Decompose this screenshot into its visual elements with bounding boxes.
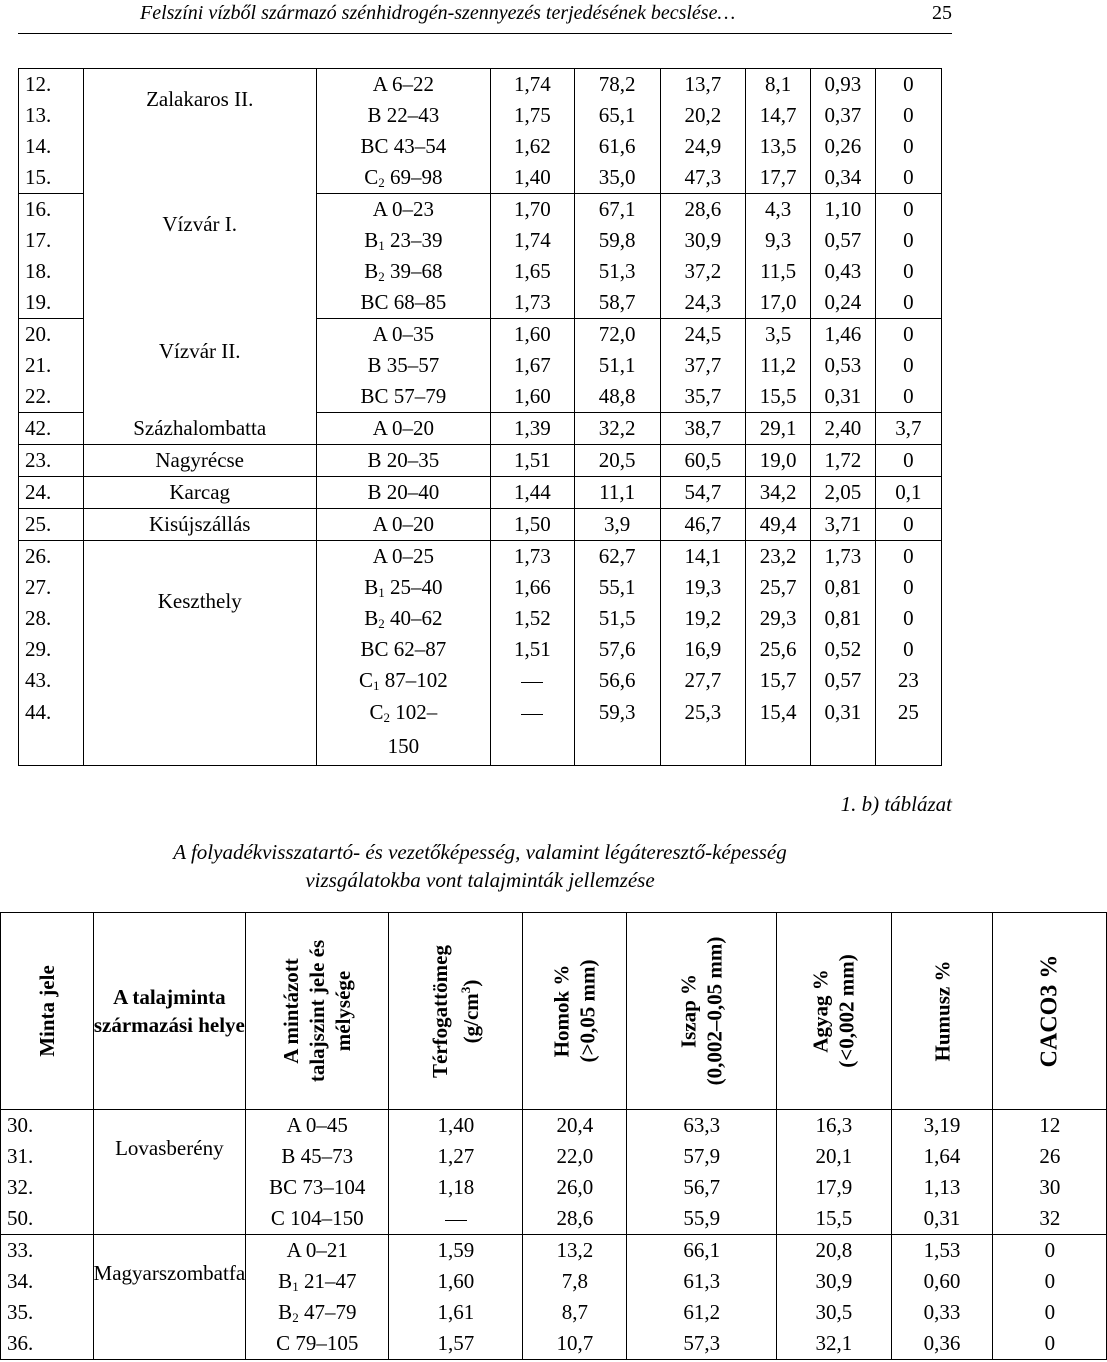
sample-number-cell: 29. bbox=[19, 634, 84, 665]
table-row bbox=[1, 1235, 1107, 1267]
layer-depth-cell: A 0–25 bbox=[316, 541, 490, 573]
sample-number-cell: 35. bbox=[1, 1297, 94, 1328]
iszap-cell: 24,9 bbox=[660, 131, 746, 162]
humusz-cell: 0,60 bbox=[891, 1266, 993, 1297]
humusz-cell: 0,57 bbox=[811, 225, 876, 256]
caco3-cell: 0 bbox=[993, 1328, 1107, 1360]
sample-number-cell: 30. bbox=[1, 1110, 94, 1142]
agyag-cell: 15,5 bbox=[746, 381, 811, 413]
header-talajszint: A mintázott talajszint jele és mélysége bbox=[246, 913, 389, 1110]
humusz-cell: 0,52 bbox=[811, 634, 876, 665]
humusz-cell: 1,10 bbox=[811, 194, 876, 226]
sample-number-cell: 16. bbox=[19, 194, 84, 226]
layer-depth-cell: $B_1$ 23–39 bbox=[316, 225, 490, 256]
caco3-cell: 25 bbox=[897, 700, 919, 724]
iszap-cell: 55,9 bbox=[627, 1203, 777, 1235]
density-cell: 1,73 bbox=[490, 287, 574, 319]
agyag-cell: 29,3 bbox=[746, 603, 811, 634]
layer-depth-cell: $B_1$ 25–40 bbox=[316, 572, 490, 603]
place-cell: Százhalombatta bbox=[83, 413, 316, 445]
homok-cell: 61,6 bbox=[574, 131, 660, 162]
density-cell: 1,66 bbox=[490, 572, 574, 603]
homok-cell: 57,6 bbox=[574, 634, 660, 665]
header-szarmazasi-hely: A talajminta származási helye bbox=[93, 913, 246, 1110]
homok-cell: 65,1 bbox=[574, 100, 660, 131]
layer-depth-cell: $C_1$ 87–102 bbox=[316, 665, 490, 696]
homok-cell: 32,2 bbox=[574, 413, 660, 445]
table-row bbox=[19, 477, 942, 509]
layer-depth-cell: BC 62–87 bbox=[316, 634, 490, 665]
humusz-cell: 1,73 bbox=[811, 541, 876, 573]
layer-depth-cell: C 104–150 bbox=[246, 1203, 389, 1235]
agyag-cell: 11,2 bbox=[746, 350, 811, 381]
place-cell: Vízvár II. bbox=[83, 319, 316, 413]
iszap-cell: 35,7 bbox=[660, 381, 746, 413]
table-caption: 1. b) táblázat bbox=[840, 792, 952, 816]
caco3-cell: 30 bbox=[993, 1172, 1107, 1203]
agyag-cell: 3,5 bbox=[746, 319, 811, 351]
iszap-cell: 28,6 bbox=[660, 194, 746, 226]
density-cell: 1,40 bbox=[389, 1110, 523, 1142]
agyag-cell: 15,7 bbox=[746, 665, 811, 696]
iszap-cell: 57,3 bbox=[627, 1328, 777, 1360]
table-row bbox=[1, 1110, 1107, 1142]
agyag-cell: 32,1 bbox=[777, 1328, 891, 1360]
table-title-line2: vizsgálatokba vont talajminták jellemzése bbox=[305, 868, 655, 892]
density-cell bbox=[389, 1203, 523, 1235]
density-cell: 1,39 bbox=[490, 413, 574, 445]
caco3-cell: 3,7 bbox=[875, 413, 941, 445]
caco3-cell: 0 bbox=[903, 103, 914, 127]
iszap-cell: 57,9 bbox=[627, 1141, 777, 1172]
agyag-cell: 19,0 bbox=[746, 445, 811, 477]
caco3-cell: 0 bbox=[903, 544, 914, 568]
layer-depth-cell: A 0–21 bbox=[246, 1235, 389, 1267]
layer-depth-cell: A 6–22 bbox=[316, 69, 490, 101]
table-header-row bbox=[1, 913, 1107, 1110]
sample-number-cell: 50. bbox=[1, 1203, 94, 1235]
homok-cell: 51,1 bbox=[574, 350, 660, 381]
homok-cell: 7,8 bbox=[523, 1266, 627, 1297]
density-cell: 1,52 bbox=[490, 603, 574, 634]
place-cell: Kisújszállás bbox=[83, 509, 316, 541]
layer-depth-cell: C 79–105 bbox=[246, 1328, 389, 1360]
homok-cell: 8,7 bbox=[523, 1297, 627, 1328]
layer-depth-cell: B 20–35 bbox=[316, 445, 490, 477]
homok-cell: 72,0 bbox=[574, 319, 660, 351]
iszap-cell: 37,2 bbox=[660, 256, 746, 287]
sample-number-cell: 31. bbox=[1, 1141, 94, 1172]
caco3-cell: 0 bbox=[903, 575, 914, 599]
iszap-cell: 61,2 bbox=[627, 1297, 777, 1328]
layer-depth-cell: BC 43–54 bbox=[316, 131, 490, 162]
sample-number-cell: 21. bbox=[19, 350, 84, 381]
agyag-cell: 29,1 bbox=[746, 413, 811, 445]
humusz-cell: 0,33 bbox=[891, 1297, 993, 1328]
caco3-cell: 0 bbox=[993, 1297, 1107, 1328]
sample-number-cell: 25. bbox=[19, 509, 84, 541]
layer-depth-cell: $B_1$ 21–47 bbox=[246, 1266, 389, 1297]
humusz-cell: 3,71 bbox=[811, 509, 876, 541]
iszap-cell: 37,7 bbox=[660, 350, 746, 381]
iszap-cell: 19,2 bbox=[660, 603, 746, 634]
homok-cell: 20,4 bbox=[523, 1110, 627, 1142]
iszap-cell: 60,5 bbox=[660, 445, 746, 477]
iszap-cell: 66,1 bbox=[627, 1235, 777, 1267]
sample-number-cell: 42. bbox=[19, 413, 84, 445]
iszap-cell: 24,5 bbox=[660, 319, 746, 351]
density-cell: 1,74 bbox=[490, 69, 574, 101]
dash-mark bbox=[445, 1220, 467, 1221]
layer-depth-cell: A 0–20 bbox=[316, 509, 490, 541]
homok-cell: 28,6 bbox=[523, 1203, 627, 1235]
density-cell bbox=[490, 696, 574, 766]
place-cell: Magyarszombatfa bbox=[93, 1235, 246, 1360]
humusz-cell: 1,64 bbox=[891, 1141, 993, 1172]
caco3-cell: 0 bbox=[903, 134, 914, 158]
agyag-cell: 25,7 bbox=[746, 572, 811, 603]
iszap-cell: 13,7 bbox=[660, 69, 746, 101]
sample-number-cell: 44. bbox=[19, 696, 84, 766]
agyag-cell: 17,0 bbox=[746, 287, 811, 319]
agyag-cell: 25,6 bbox=[746, 634, 811, 665]
homok-cell: 3,9 bbox=[574, 509, 660, 541]
density-cell: 1,44 bbox=[490, 477, 574, 509]
agyag-cell: 34,2 bbox=[746, 477, 811, 509]
agyag-cell: 11,5 bbox=[746, 256, 811, 287]
caco3-cell: 23 bbox=[897, 668, 919, 692]
place-cell: Vízvár I. bbox=[83, 194, 316, 319]
header-caco3: CACO3 % bbox=[993, 913, 1107, 1110]
header-humusz: Humusz % bbox=[891, 913, 993, 1110]
homok-cell: 51,3 bbox=[574, 256, 660, 287]
caco3-cell: 0,1 bbox=[875, 477, 941, 509]
agyag-cell: 16,3 bbox=[777, 1110, 891, 1142]
homok-cell: 11,1 bbox=[574, 477, 660, 509]
table-row bbox=[19, 541, 942, 573]
sample-number-cell: 15. bbox=[19, 162, 84, 194]
place-cell: Lovasberény bbox=[93, 1110, 246, 1235]
humusz-cell: 0,43 bbox=[811, 256, 876, 287]
table-row bbox=[19, 69, 942, 101]
layer-depth-cell: BC 68–85 bbox=[316, 287, 490, 319]
layer-depth-cell: A 0–35 bbox=[316, 319, 490, 351]
iszap-cell: 16,9 bbox=[660, 634, 746, 665]
caco3-cell: 0 bbox=[903, 322, 914, 346]
density-cell: 1,18 bbox=[389, 1172, 523, 1203]
table-title-line1: A folyadékvisszatartó- és vezetőképesség, valamint légáteresztő-képesség bbox=[173, 840, 787, 864]
sample-number-cell: 23. bbox=[19, 445, 84, 477]
sample-number-cell: 26. bbox=[19, 541, 84, 573]
density-cell: 1,40 bbox=[490, 162, 574, 194]
humusz-cell: 0,36 bbox=[891, 1328, 993, 1360]
homok-cell: 35,0 bbox=[574, 162, 660, 194]
layer-depth-cell: A 0–45 bbox=[246, 1110, 389, 1142]
density-cell: 1,60 bbox=[490, 319, 574, 351]
humusz-cell: 0,26 bbox=[811, 131, 876, 162]
sample-number-cell: 34. bbox=[1, 1266, 94, 1297]
density-cell bbox=[490, 665, 574, 696]
caco3-cell: 0 bbox=[903, 259, 914, 283]
sample-number-cell: 32. bbox=[1, 1172, 94, 1203]
homok-cell: 56,6 bbox=[574, 665, 660, 696]
layer-depth-cell: B 35–57 bbox=[316, 350, 490, 381]
density-cell: 1,60 bbox=[389, 1266, 523, 1297]
humusz-cell: 3,19 bbox=[891, 1110, 993, 1142]
sample-number-cell: 33. bbox=[1, 1235, 94, 1267]
layer-depth-cell: $C_2$ 69–98 bbox=[316, 162, 490, 194]
agyag-cell: 14,7 bbox=[746, 100, 811, 131]
agyag-cell: 49,4 bbox=[746, 509, 811, 541]
caco3-cell: 0 bbox=[993, 1235, 1107, 1267]
dash-mark bbox=[521, 714, 543, 715]
density-cell: 1,74 bbox=[490, 225, 574, 256]
table-title bbox=[0, 838, 960, 894]
agyag-cell: 30,9 bbox=[777, 1266, 891, 1297]
iszap-cell: 25,3 bbox=[660, 696, 746, 766]
sample-number-cell: 14. bbox=[19, 131, 84, 162]
humusz-cell: 0,93 bbox=[811, 69, 876, 101]
humusz-cell: 0,81 bbox=[811, 603, 876, 634]
page-number: 25 bbox=[932, 2, 952, 24]
page-header bbox=[0, 0, 960, 30]
iszap-cell: 19,3 bbox=[660, 572, 746, 603]
layer-depth-cell: $C_2$ 102– 150 bbox=[316, 696, 490, 766]
homok-cell: 20,5 bbox=[574, 445, 660, 477]
density-cell: 1,57 bbox=[389, 1328, 523, 1360]
caco3-cell: 0 bbox=[875, 162, 941, 194]
place-cell: Karcag bbox=[83, 477, 316, 509]
homok-cell: 51,5 bbox=[574, 603, 660, 634]
iszap-cell: 56,7 bbox=[627, 1172, 777, 1203]
density-cell: 1,70 bbox=[490, 194, 574, 226]
agyag-cell: 4,3 bbox=[746, 194, 811, 226]
caco3-cell: 0 bbox=[875, 287, 941, 319]
sample-number-cell: 27. bbox=[19, 572, 84, 603]
agyag-cell: 17,9 bbox=[777, 1172, 891, 1203]
place-cell: Keszthely bbox=[83, 541, 316, 766]
caco3-cell: 32 bbox=[993, 1203, 1107, 1235]
iszap-cell: 61,3 bbox=[627, 1266, 777, 1297]
sample-number-cell: 28. bbox=[19, 603, 84, 634]
table-row bbox=[19, 413, 942, 445]
place-cell: Zalakaros II. bbox=[83, 69, 316, 194]
running-title: Felszíni vízből származó szénhidrogén-szennyezés terjedésének becslése… bbox=[140, 2, 736, 24]
caco3-cell: 0 bbox=[993, 1266, 1107, 1297]
humusz-cell: 1,53 bbox=[891, 1235, 993, 1267]
density-cell: 1,61 bbox=[389, 1297, 523, 1328]
density-cell: 1,67 bbox=[490, 350, 574, 381]
header-homok: Homok % (>0,05 mm) bbox=[523, 913, 627, 1110]
caco3-cell: 0 bbox=[903, 228, 914, 252]
sample-number-cell: 19. bbox=[19, 287, 84, 319]
table-row bbox=[19, 445, 942, 477]
homok-cell: 55,1 bbox=[574, 572, 660, 603]
sample-number-cell: 13. bbox=[19, 100, 84, 131]
density-cell: 1,27 bbox=[389, 1141, 523, 1172]
homok-cell: 22,0 bbox=[523, 1141, 627, 1172]
caco3-cell: 0 bbox=[875, 509, 941, 541]
homok-cell: 59,3 bbox=[574, 696, 660, 766]
humusz-cell: 0,31 bbox=[811, 696, 876, 766]
homok-cell: 78,2 bbox=[574, 69, 660, 101]
density-cell: 1,60 bbox=[490, 381, 574, 413]
humusz-cell: 2,40 bbox=[811, 413, 876, 445]
layer-depth-cell: BC 73–104 bbox=[246, 1172, 389, 1203]
density-cell: 1,51 bbox=[490, 634, 574, 665]
homok-cell: 58,7 bbox=[574, 287, 660, 319]
sample-number-cell: 18. bbox=[19, 256, 84, 287]
sample-number-cell: 36. bbox=[1, 1328, 94, 1360]
soil-table-continued bbox=[18, 68, 942, 766]
caco3-cell: 26 bbox=[993, 1141, 1107, 1172]
sample-number-cell: 12. bbox=[19, 69, 84, 101]
density-cell: 1,51 bbox=[490, 445, 574, 477]
humusz-cell: 1,46 bbox=[811, 319, 876, 351]
iszap-cell: 46,7 bbox=[660, 509, 746, 541]
layer-depth-cell: $B_2$ 47–79 bbox=[246, 1297, 389, 1328]
iszap-cell: 63,3 bbox=[627, 1110, 777, 1142]
table-row bbox=[19, 509, 942, 541]
agyag-cell: 15,5 bbox=[777, 1203, 891, 1235]
agyag-cell: 13,5 bbox=[746, 131, 811, 162]
agyag-cell: 30,5 bbox=[777, 1297, 891, 1328]
iszap-cell: 47,3 bbox=[660, 162, 746, 194]
density-cell: 1,50 bbox=[490, 509, 574, 541]
place-cell: Nagyrécse bbox=[83, 445, 316, 477]
iszap-cell: 20,2 bbox=[660, 100, 746, 131]
header-iszap: Iszap % (0,002–0,05 mm) bbox=[627, 913, 777, 1110]
caco3-cell: 0 bbox=[903, 197, 914, 221]
agyag-cell: 8,1 bbox=[746, 69, 811, 101]
homok-cell: 13,2 bbox=[523, 1235, 627, 1267]
homok-cell: 26,0 bbox=[523, 1172, 627, 1203]
homok-cell: 62,7 bbox=[574, 541, 660, 573]
humusz-cell: 0,81 bbox=[811, 572, 876, 603]
agyag-cell: 20,1 bbox=[777, 1141, 891, 1172]
layer-depth-cell: B 45–73 bbox=[246, 1141, 389, 1172]
homok-cell: 59,8 bbox=[574, 225, 660, 256]
agyag-cell: 20,8 bbox=[777, 1235, 891, 1267]
sample-number-cell: 22. bbox=[19, 381, 84, 413]
layer-depth-cell: A 0–20 bbox=[316, 413, 490, 445]
layer-depth-cell: $B_2$ 40–62 bbox=[316, 603, 490, 634]
table-row bbox=[19, 319, 942, 351]
layer-depth-cell: BC 57–79 bbox=[316, 381, 490, 413]
header-terfogattomeg: Térfogattömeg $(g/cm^3)$ bbox=[389, 913, 523, 1110]
dash-mark bbox=[521, 682, 543, 683]
iszap-cell: 24,3 bbox=[660, 287, 746, 319]
caco3-cell: 0 bbox=[903, 606, 914, 630]
humusz-cell: 1,13 bbox=[891, 1172, 993, 1203]
agyag-cell: 9,3 bbox=[746, 225, 811, 256]
layer-depth-cell: $B_2$ 39–68 bbox=[316, 256, 490, 287]
humusz-cell: 1,72 bbox=[811, 445, 876, 477]
layer-depth-cell: B 20–40 bbox=[316, 477, 490, 509]
iszap-cell: 38,7 bbox=[660, 413, 746, 445]
sample-number-cell: 17. bbox=[19, 225, 84, 256]
density-cell: 1,62 bbox=[490, 131, 574, 162]
caco3-cell: 0 bbox=[903, 353, 914, 377]
agyag-cell: 23,2 bbox=[746, 541, 811, 573]
humusz-cell: 0,53 bbox=[811, 350, 876, 381]
density-cell: 1,59 bbox=[389, 1235, 523, 1267]
soil-sample-table bbox=[0, 912, 1107, 1360]
caco3-cell: 12 bbox=[993, 1110, 1107, 1142]
iszap-cell: 30,9 bbox=[660, 225, 746, 256]
humusz-cell: 0,24 bbox=[811, 287, 876, 319]
humusz-cell: 0,57 bbox=[811, 665, 876, 696]
homok-cell: 48,8 bbox=[574, 381, 660, 413]
iszap-cell: 54,7 bbox=[660, 477, 746, 509]
agyag-cell: 15,4 bbox=[746, 696, 811, 766]
humusz-cell: 2,05 bbox=[811, 477, 876, 509]
density-cell: 1,65 bbox=[490, 256, 574, 287]
caco3-cell: 0 bbox=[903, 637, 914, 661]
layer-depth-cell: B 22–43 bbox=[316, 100, 490, 131]
humusz-cell: 0,31 bbox=[811, 381, 876, 413]
iszap-cell: 27,7 bbox=[660, 665, 746, 696]
header-agyag: Agyag % (<0,002 mm) bbox=[777, 913, 891, 1110]
homok-cell: 67,1 bbox=[574, 194, 660, 226]
humusz-cell: 0,34 bbox=[811, 162, 876, 194]
homok-cell: 10,7 bbox=[523, 1328, 627, 1360]
humusz-cell: 0,31 bbox=[891, 1203, 993, 1235]
density-cell: 1,73 bbox=[490, 541, 574, 573]
sample-number-cell: 24. bbox=[19, 477, 84, 509]
table-row bbox=[19, 194, 942, 226]
sample-number-cell: 43. bbox=[19, 665, 84, 696]
iszap-cell: 14,1 bbox=[660, 541, 746, 573]
header-minta-jele: Minta jele bbox=[1, 913, 94, 1110]
sample-number-cell: 20. bbox=[19, 319, 84, 351]
caco3-cell: 0 bbox=[875, 445, 941, 477]
layer-depth-cell: A 0–23 bbox=[316, 194, 490, 226]
humusz-cell: 0,37 bbox=[811, 100, 876, 131]
density-cell: 1,75 bbox=[490, 100, 574, 131]
caco3-cell: 0 bbox=[875, 381, 941, 413]
agyag-cell: 17,7 bbox=[746, 162, 811, 194]
header-rule bbox=[18, 33, 952, 34]
caco3-cell: 0 bbox=[903, 72, 914, 96]
